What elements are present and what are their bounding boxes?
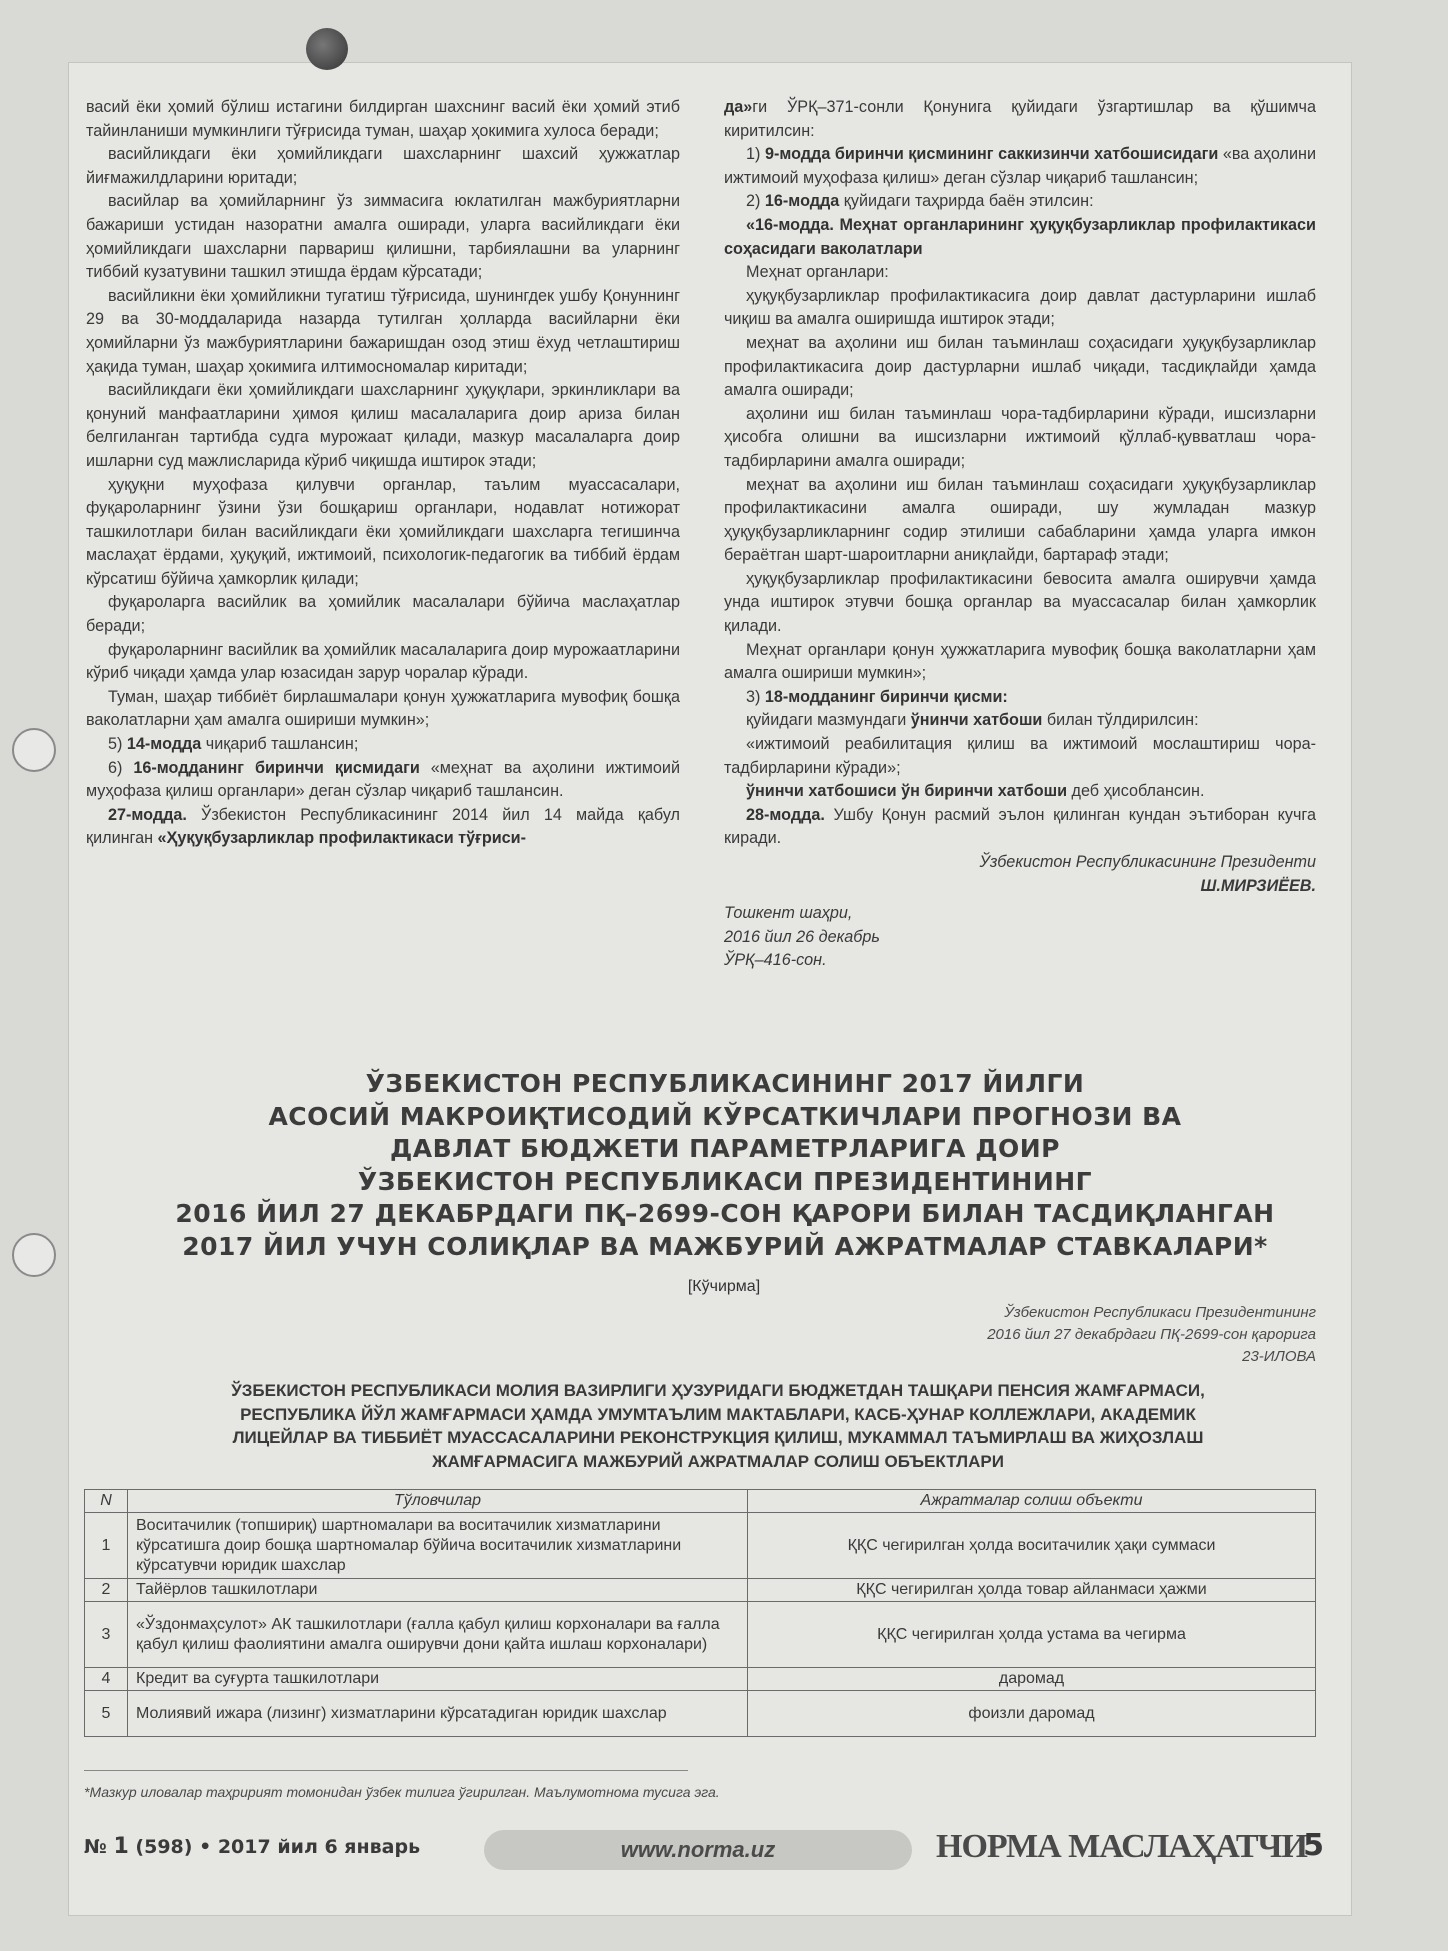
table-header-row (85, 1490, 1316, 1513)
paragraph: Меҳнат органлари қонун ҳужжатларига мувофиқ бошқа ваколатларни ҳам амалга ошириши мумкин»; (724, 640, 1316, 683)
table-row: 2 Тайёрлов ташкилотлари ҚҚС чегирилган ҳолда товар айланмаси ҳажми (85, 1579, 1316, 1602)
right-column (724, 96, 1316, 973)
issue-info: № 1 (598) • 2017 йил 6 январь (84, 1834, 421, 1859)
paragraph: васий ёки ҳомий бўлиш истагини билдирган шахснинг васий ёки ҳомий этиб тайинланиши мумкинлиги тўғрисида туман, шаҳар ҳокимига хулоса беради; (86, 98, 680, 140)
table-row: 1 Воситачилик (топшириқ) шартномалари ва воситачилик хизматларини кўрсатишга доир бошқа шартномалар бўйича воситачилик хизматларини кўрсатувчи юридик шахслар ҚҚС чегирилган ҳолда воситачилик ҳақи суммаси (85, 1513, 1316, 1579)
paragraph: васийликдаги ёки ҳомийликдаги шахсларнинг ҳуқуқлари, эркинликлари ва қонуний манфаатларини ҳимоя қилиш масалаларига доир ариза билан белгиланган тартибда судга мурожаат қилади, мазкур масалаларга доир ишларни суд мажлисларида кўриб чиқишда иштирок этади; (86, 381, 680, 470)
paragraph: ҳуқуқни муҳофаза қилувчи органлар, таълим муассасалари, фуқароларнинг ўзини ўзи бошқариш органлари, нодавлат нотижорат ташкилотлари билан васийликдаги ёки ҳомийликдаги шахсларга тегишинча маслаҳат ёрдами, ҳуқуқий, ижтимоий, психологик-педагогик ва тиббий ёрдам кўрсатиш бўйича ҳамкорлик қилади; (86, 475, 680, 588)
paragraph: «ижтимоий реабилитация қилиш ва ижтимоий мослаштириш чора-тадбирларини кўради»; (724, 735, 1316, 777)
section-title: ЎЗБЕКИСТОН РЕСПУБЛИКАСИНИНГ 2017 ЙИЛГИ АСОСИЙ МАКРОИҚТИСОДИЙ КЎРСАТКИЧЛАРИ ПРОГНОЗИ ВА ДАВЛАТ БЮДЖЕТИ ПАРАМЕТРЛАРИГА ДОИР ЎЗБЕКИСТОН РЕСПУБЛИКАСИ ПРЕЗИДЕНТИНИНГ 2016 ЙИЛ 27 ДЕКАБРДАГИ ПҚ–2699-СОН ҚАРОРИ БИЛАН ТАСДИҚЛАНГАН 2017 ЙИЛ УЧУН СОЛИҚЛАР ВА МАЖБУРИЙ АЖРАТМАЛАР СТАВКАЛАРИ* (175, 1069, 1275, 1261)
left-column (86, 96, 680, 851)
article-27: 27-модда. Ўзбекистон Республикасининг 2014 йил 14 майда қабул қилинган «Ҳуқуқбузарликлар профилактикаси тўғриси- (86, 805, 680, 848)
list-item: 6) 16-модданинг биринчи қисмидаги «меҳнат ва аҳолини ижтимоий муҳофаза қилиш органлари» деган сўзлар чиқариб ташлансин. (86, 758, 680, 801)
punch-hole (12, 728, 56, 772)
column-header: Тўловчилар (128, 1490, 748, 1513)
paragraph: ўнинчи хатбошиси ўн биринчи хатбоши деб ҳисоблансин. (746, 782, 1205, 801)
paragraph: васийликни ёки ҳомийликни тугатиш тўғрисида, шунингдек ушбу Қонуннинг 29 ва 30-моддаларида назарда тутилган ҳолларда васийларни ёки ҳомийларни ўз мажбуриятларини бажаришдан озод этиш ёхуд четлаштириш ҳақида туман, шаҳар ҳокимига илтимосномалар киритади; (86, 286, 680, 376)
list-item: 5) 14-модда чиқариб ташлансин; (108, 735, 359, 754)
article-28: 28-модда. Ушбу Қонун расмий эълон қилинган кундан эътиборан кучга киради. (724, 805, 1316, 848)
place-date: Тошкент шаҳри, 2016 йил 26 декабрь ЎРҚ–416-сон. (724, 904, 880, 970)
paragraph: аҳолини иш билан таъминлаш чора-тадбирларини кўради, ишсизларни ҳисобга олишни ва ишсизларни ижтимоий қўллаб-қувватлаш чора-тадбирларини амалга оширади; (724, 404, 1316, 470)
appendix-note: Ўзбекистон Республикаси Президентининг 2016 йил 27 декабрдаги ПҚ-2699-сон қарорига 23-ИЛОВА (987, 1304, 1316, 1365)
publication-logo: НОРМА МАСЛАҲАТЧИ (936, 1828, 1307, 1865)
list-item: 3) 18-модданинг биринчи қисми: (746, 687, 1008, 706)
paragraph: ҳуқуқбузарликлар профилактикасини бевосита амалга оширувчи ҳамда унда иштирок этувчи бошқа органлар ва муассасалар билан ҳамкорлик қилади. (724, 569, 1316, 636)
extract-label: [Кўчирма] (687, 1278, 761, 1295)
paragraph: фуқароларга васийлик ва ҳомийлик масалалари бўйича маслаҳатлар беради; (86, 593, 680, 636)
table-row: 3 «Ўздонмаҳсулот» АК ташкилотлари (ғалла қабул қилиш корхоналари ва ғалла қабул қилиш фаолиятини амалга оширувчи дони қайта ишлаш корхоналари) ҚҚС чегирилган ҳолда устама ва чегирма (85, 1602, 1316, 1668)
page-footer (84, 1826, 1324, 1872)
table-title: ЎЗБЕКИСТОН РЕСПУБЛИКАСИ МОЛИЯ ВАЗИРЛИГИ ҲУЗУРИДАГИ БЮДЖЕТДАН ТАШҚАРИ ПЕНСИЯ ЖАМҒАРМАСИ, РЕСПУБЛИКА ЙЎЛ ЖАМҒАРМАСИ ҲАМДА УМУМТАЪЛИМ МАКТАБЛАРИ, КАСБ-ҲУНАР КОЛЛЕЖЛАРИ, АКАДЕМИК ЛИЦЕЙЛАР ВА ТИББИЁТ МУАССАСАЛАРИНИ РЕКОНСТРУКЦИЯ ҚИЛИШ, МУКАММАЛ ТАЪМИРЛАШ ВА ЖИҲОЗЛАШ ЖАМҒАРМАСИГА МАЖБУРИЙ АЖРАТМАЛАР СОЛИШ ОБЪЕКТЛАРИ (231, 1381, 1205, 1471)
footnote: *Мазкур иловалар таҳририят томонидан ўзбек тилига ўгирилган. Маълумотнома тусига эга. (84, 1784, 720, 1800)
column-header: Ажратмалар солиш объекти (748, 1490, 1316, 1513)
table-row: 5 Молиявий ижара (лизинг) хизматларини кўрсатадиган юридик шахслар фоизли даромад (85, 1691, 1316, 1737)
column-header: N (85, 1490, 128, 1513)
paragraph: фуқароларнинг васийлик ва ҳомийлик масалаларига доир мурожаатларини кўриб чиқади ҳамда улар юзасидан зарур чоралар кўради. (86, 640, 680, 683)
list-item: 1) 9-модда биринчи қисмининг саккизинчи хатбошисидаги «ва аҳолини ижтимоий муҳофаза қилиш» деган сўзлар чиқариб ташлансин; (724, 145, 1316, 187)
website-link[interactable]: www.norma.uz (484, 1830, 912, 1870)
paragraph: ҳуқуқбузарликлар профилактикасига доир давлат дастурларини ишлаб чиқиш ва амалга оширишда иштирок этади; (724, 286, 1316, 329)
paragraph: Меҳнат органлари: (746, 263, 889, 282)
paragraph: васийлар ва ҳомийларнинг ўз зиммасига юклатилган мажбуриятларни бажариши устидан назоратни амалга оширади, уларга васийликдаги ёки ҳомийликдаги шахсларни парвариш қилишни, тарбиялашни ва уларнинг тиббий кузатувини ташкил этишда ёрдам кўрсатади; (86, 192, 680, 282)
paragraph: қуйидаги мазмундаги ўнинчи хатбоши билан тўлдирилсин: (746, 711, 1199, 730)
signature: Ўзбекистон Республикасининг Президенти Ш.МИРЗИЁЕВ. (979, 853, 1316, 895)
objects-table (84, 1489, 1316, 1737)
table-row: 4 Кредит ва суғурта ташкилотлари даромад (85, 1668, 1316, 1691)
paragraph: да»ги ЎРҚ–371-сонли Қонунига қуйидаги ўзгартишлар ва қўшимча киритилсин: (724, 98, 1316, 140)
paragraph: Туман, шаҳар тиббиёт бирлашмалари қонун ҳужжатларига мувофиқ бошқа ваколатларни ҳам амалга ошириши мумкин»; (86, 687, 680, 730)
punch-hole (12, 1233, 56, 1277)
pin-mark (306, 28, 348, 70)
article-16-title: «16-модда. Меҳнат органларининг ҳуқуқбузарликлар профилактикаси соҳасидаги ваколатлари (724, 215, 1316, 258)
paragraph: васийликдаги ёки ҳомийликдаги шахсларнинг шахсий ҳужжатлар йиғмажилдларини юритади; (86, 145, 680, 187)
page-number: 5 (1303, 1828, 1324, 1863)
list-item: 2) 16-модда қуйидаги таҳрирда баён этилсин: (746, 192, 1094, 211)
paragraph: меҳнат ва аҳолини иш билан таъминлаш соҳасидаги ҳуқуқбузарликлар профилактикасига доир дастурларни ишлаб чиқади, тасдиқлайди ҳамда амалга оширади; (724, 333, 1316, 400)
footnote-divider (84, 1770, 688, 1771)
paragraph: меҳнат ва аҳолини иш билан таъминлаш соҳасидаги ҳуқуқбузарликлар профилактикасини амалга оширади, шу жумладан мазкур ҳуқуқбузарликларнинг содир этилиши сабабларини ҳамда уларга имкон бераётган шарт-шароитларни аниқлайди, бартараф этади; (724, 475, 1316, 565)
